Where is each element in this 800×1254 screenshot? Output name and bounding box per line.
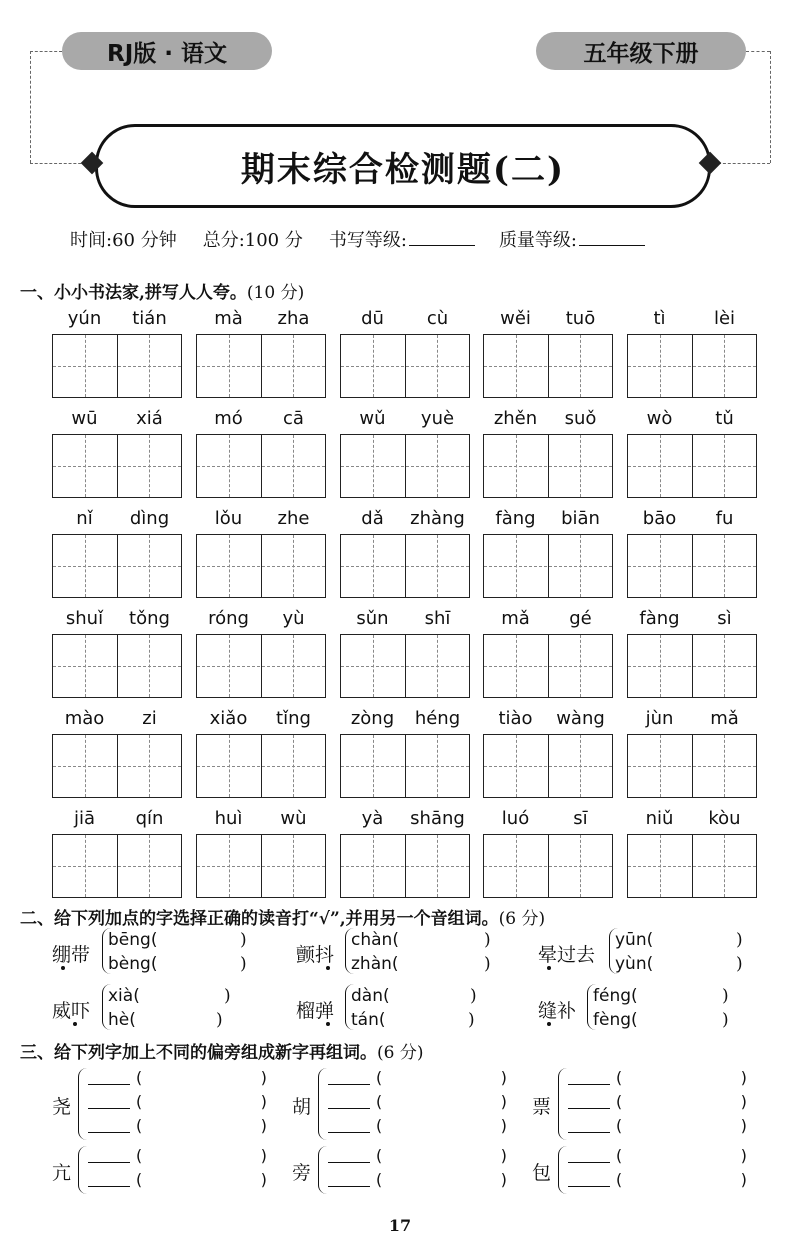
pinyin-syllable: sì	[717, 608, 732, 629]
pinyin-option[interactable]: xià(	[108, 986, 140, 1006]
writing-grid[interactable]	[196, 534, 326, 598]
pinyin-syllable: qín	[135, 808, 164, 829]
answer-line[interactable]: ( )	[328, 1092, 509, 1111]
writing-grid[interactable]	[483, 434, 613, 498]
brace	[78, 1146, 87, 1194]
pinyin-syllable: lèi	[713, 308, 736, 329]
pinyin-syllable: zòng	[350, 708, 395, 729]
answer-line[interactable]: ( )	[568, 1116, 749, 1135]
writing-grid[interactable]	[196, 734, 326, 798]
dotted-word: 威吓	[52, 1000, 91, 1022]
pinyin-syllable: fàng	[495, 508, 536, 529]
pinyin-syllable: wěi	[500, 308, 531, 329]
brace	[558, 1068, 567, 1140]
emphasis-dot	[61, 966, 65, 970]
pinyin-syllable: wò	[646, 408, 673, 429]
subject-pill: RJ版 · 语文	[62, 32, 272, 70]
quality-grade-label: 质量等级:	[498, 230, 578, 251]
writing-grid[interactable]	[52, 734, 182, 798]
emphasis-dot	[73, 1022, 77, 1026]
pinyin-syllable: mào	[64, 708, 105, 729]
section1-title: 一、小小书法家,拼写人人夸。(10 分)	[20, 283, 305, 303]
pinyin-syllable: dìng	[129, 508, 170, 529]
answer-line[interactable]: ( )	[568, 1068, 749, 1087]
page-number: 17	[388, 1216, 412, 1235]
frame-dash-right-top	[746, 51, 770, 52]
writing-grid[interactable]	[52, 834, 182, 898]
frame-dash-right-bottom	[718, 163, 770, 164]
writing-grid[interactable]	[627, 334, 757, 398]
pinyin-syllable: mǎ	[710, 708, 739, 729]
dotted-word: 缝补	[538, 1000, 577, 1022]
pinyin-syllable: yuè	[420, 408, 455, 429]
section3-title: 三、给下列字加上不同的偏旁组成新字再组词。(6 分)	[20, 1043, 424, 1063]
writing-grid[interactable]	[196, 334, 326, 398]
writing-grid[interactable]	[340, 334, 470, 398]
pinyin-syllable: huì	[214, 808, 243, 829]
frame-dash-right-v	[770, 51, 771, 163]
pinyin-syllable: héng	[414, 708, 461, 729]
pinyin-syllable: shuǐ	[65, 608, 104, 629]
pinyin-syllable: dǎ	[361, 508, 384, 529]
answer-paren-close: )	[470, 986, 477, 1006]
writing-grid[interactable]	[627, 434, 757, 498]
emphasis-dot	[547, 966, 551, 970]
pinyin-syllable: tiào	[498, 708, 533, 729]
dotted-word: 绷带	[52, 944, 91, 966]
section2-title: 二、给下列加点的字选择正确的读音打“√”,并用另一个音组词。(6 分)	[20, 909, 546, 929]
answer-line[interactable]: ( )	[328, 1146, 509, 1165]
brace	[558, 1146, 567, 1194]
pinyin-syllable: wàng	[556, 708, 605, 729]
pinyin-syllable: yún	[67, 308, 102, 329]
pinyin-syllable: tǐng	[276, 708, 311, 729]
answer-line[interactable]: ( )	[328, 1170, 509, 1189]
pinyin-syllable: mó	[214, 408, 243, 429]
base-char: 亢	[52, 1162, 72, 1184]
dotted-word: 晕过去	[538, 944, 596, 966]
title-banner	[95, 124, 711, 208]
page-title: 期末综合检测题(二)	[240, 149, 566, 190]
writing-grid[interactable]	[340, 634, 470, 698]
writing-grid[interactable]	[627, 534, 757, 598]
answer-paren-close: )	[468, 1010, 475, 1030]
pinyin-option[interactable]: bēng(	[108, 930, 158, 950]
quality-grade-blank[interactable]	[579, 231, 645, 246]
time-limit: 时间:60 分钟	[70, 230, 177, 251]
frame-dash-left-top	[30, 51, 62, 52]
brace	[78, 1068, 87, 1140]
answer-paren-close: )	[736, 930, 743, 950]
writing-grid[interactable]	[52, 634, 182, 698]
pinyin-syllable: mà	[214, 308, 243, 329]
base-char: 胡	[292, 1096, 312, 1118]
answer-line[interactable]: ( )	[88, 1068, 269, 1087]
pinyin-syllable: tì	[653, 308, 666, 329]
pinyin-syllable: cā	[283, 408, 304, 429]
pinyin-option[interactable]: fèng(	[593, 1010, 638, 1030]
pinyin-syllable: shāng	[410, 808, 465, 829]
answer-line[interactable]: ( )	[568, 1170, 749, 1189]
pinyin-syllable: jiā	[73, 808, 96, 829]
total-score: 总分:100 分	[202, 230, 303, 251]
answer-line[interactable]: ( )	[328, 1068, 509, 1087]
pinyin-syllable: zha	[277, 308, 310, 329]
pinyin-option[interactable]: hè(	[108, 1010, 136, 1030]
pinyin-syllable: tián	[132, 308, 167, 329]
answer-paren-close: )	[484, 930, 491, 950]
pinyin-syllable: sǔn	[356, 608, 389, 629]
pinyin-syllable: niǔ	[645, 808, 674, 829]
writing-grid[interactable]	[627, 634, 757, 698]
writing-grid[interactable]	[340, 734, 470, 798]
pinyin-syllable: xiá	[136, 408, 163, 429]
answer-paren-close: )	[722, 1010, 729, 1030]
brace	[318, 1068, 327, 1140]
pinyin-syllable: suǒ	[564, 408, 597, 429]
pinyin-syllable: tǒng	[129, 608, 170, 629]
answer-paren-close: )	[736, 954, 743, 974]
answer-paren-close: )	[484, 954, 491, 974]
answer-line[interactable]: ( )	[88, 1116, 269, 1135]
writing-grid[interactable]	[483, 334, 613, 398]
pinyin-syllable: zhěn	[493, 408, 538, 429]
writing-grid[interactable]	[52, 534, 182, 598]
writing-grid[interactable]	[196, 634, 326, 698]
pinyin-syllable: zhàng	[410, 508, 465, 529]
writing-grid[interactable]	[52, 334, 182, 398]
pinyin-option[interactable]: zhàn(	[351, 954, 399, 974]
frame-dash-left-bottom	[30, 163, 86, 164]
answer-paren-close: )	[722, 986, 729, 1006]
base-char: 包	[532, 1162, 552, 1184]
pinyin-syllable: zhe	[277, 508, 310, 529]
writing-grade-label: 书写等级:	[328, 230, 407, 251]
answer-paren-close: )	[216, 1010, 223, 1030]
pinyin-syllable: luó	[501, 808, 530, 829]
pinyin-syllable: fu	[715, 508, 734, 529]
pinyin-syllable: yà	[361, 808, 384, 829]
base-char: 旁	[292, 1162, 312, 1184]
pinyin-syllable: sī	[573, 808, 588, 829]
base-char: 尧	[52, 1096, 72, 1118]
writing-grade-blank[interactable]	[409, 231, 475, 246]
pinyin-syllable: yù	[282, 608, 305, 629]
dotted-word: 榴弹	[296, 1000, 335, 1022]
emphasis-dot	[326, 966, 330, 970]
pinyin-syllable: róng	[208, 608, 249, 629]
writing-grid[interactable]	[340, 434, 470, 498]
frame-dash-left-v	[30, 51, 31, 163]
answer-line[interactable]: ( )	[328, 1116, 509, 1135]
answer-paren-close: )	[224, 986, 231, 1006]
pinyin-syllable: wū	[71, 408, 98, 429]
pinyin-option[interactable]: yūn(	[615, 930, 654, 950]
brace	[318, 1146, 327, 1194]
emphasis-dot	[547, 1022, 551, 1026]
writing-grid[interactable]	[483, 834, 613, 898]
pinyin-syllable: bāo	[642, 508, 677, 529]
pinyin-syllable: wù	[280, 808, 307, 829]
writing-grid[interactable]	[340, 534, 470, 598]
pinyin-syllable: wǔ	[359, 408, 386, 429]
writing-grid[interactable]	[627, 834, 757, 898]
pinyin-syllable: kòu	[708, 808, 741, 829]
pinyin-option[interactable]: tán(	[351, 1010, 386, 1030]
writing-grid[interactable]	[52, 434, 182, 498]
pinyin-syllable: biān	[561, 508, 600, 529]
writing-grid[interactable]	[196, 834, 326, 898]
answer-line[interactable]: ( )	[88, 1092, 269, 1111]
pinyin-syllable: xiǎo	[209, 708, 248, 729]
pinyin-option[interactable]: chàn(	[351, 930, 399, 950]
answer-line[interactable]: ( )	[568, 1146, 749, 1165]
writing-grid[interactable]	[340, 834, 470, 898]
pinyin-syllable: lǒu	[214, 508, 243, 529]
exam-info	[70, 226, 645, 252]
pinyin-syllable: mǎ	[501, 608, 530, 629]
pinyin-option[interactable]: féng(	[593, 986, 638, 1006]
writing-grid[interactable]	[483, 634, 613, 698]
pinyin-syllable: gé	[569, 608, 592, 629]
base-char: 票	[532, 1096, 552, 1118]
answer-line[interactable]: ( )	[88, 1170, 269, 1189]
pinyin-syllable: tuō	[565, 308, 596, 329]
writing-grid[interactable]	[627, 734, 757, 798]
pinyin-syllable: shī	[424, 608, 451, 629]
emphasis-dot	[326, 1022, 330, 1026]
pinyin-option[interactable]: bèng(	[108, 954, 158, 974]
writing-grid[interactable]	[196, 434, 326, 498]
pinyin-option[interactable]: yùn(	[615, 954, 654, 974]
answer-paren-close: )	[240, 954, 247, 974]
grade-pill: 五年级下册	[536, 32, 746, 70]
writing-grid[interactable]	[483, 534, 613, 598]
dotted-word: 颤抖	[296, 944, 335, 966]
pinyin-syllable: fàng	[639, 608, 680, 629]
pinyin-option[interactable]: dàn(	[351, 986, 390, 1006]
answer-paren-close: )	[240, 930, 247, 950]
writing-grid[interactable]	[483, 734, 613, 798]
pinyin-syllable: tǔ	[715, 408, 734, 429]
pinyin-syllable: jùn	[645, 708, 674, 729]
answer-line[interactable]: ( )	[88, 1146, 269, 1165]
pinyin-syllable: cù	[426, 308, 449, 329]
pinyin-syllable: dū	[361, 308, 384, 329]
answer-line[interactable]: ( )	[568, 1092, 749, 1111]
pinyin-syllable: zi	[142, 708, 157, 729]
pinyin-syllable: nǐ	[76, 508, 93, 529]
